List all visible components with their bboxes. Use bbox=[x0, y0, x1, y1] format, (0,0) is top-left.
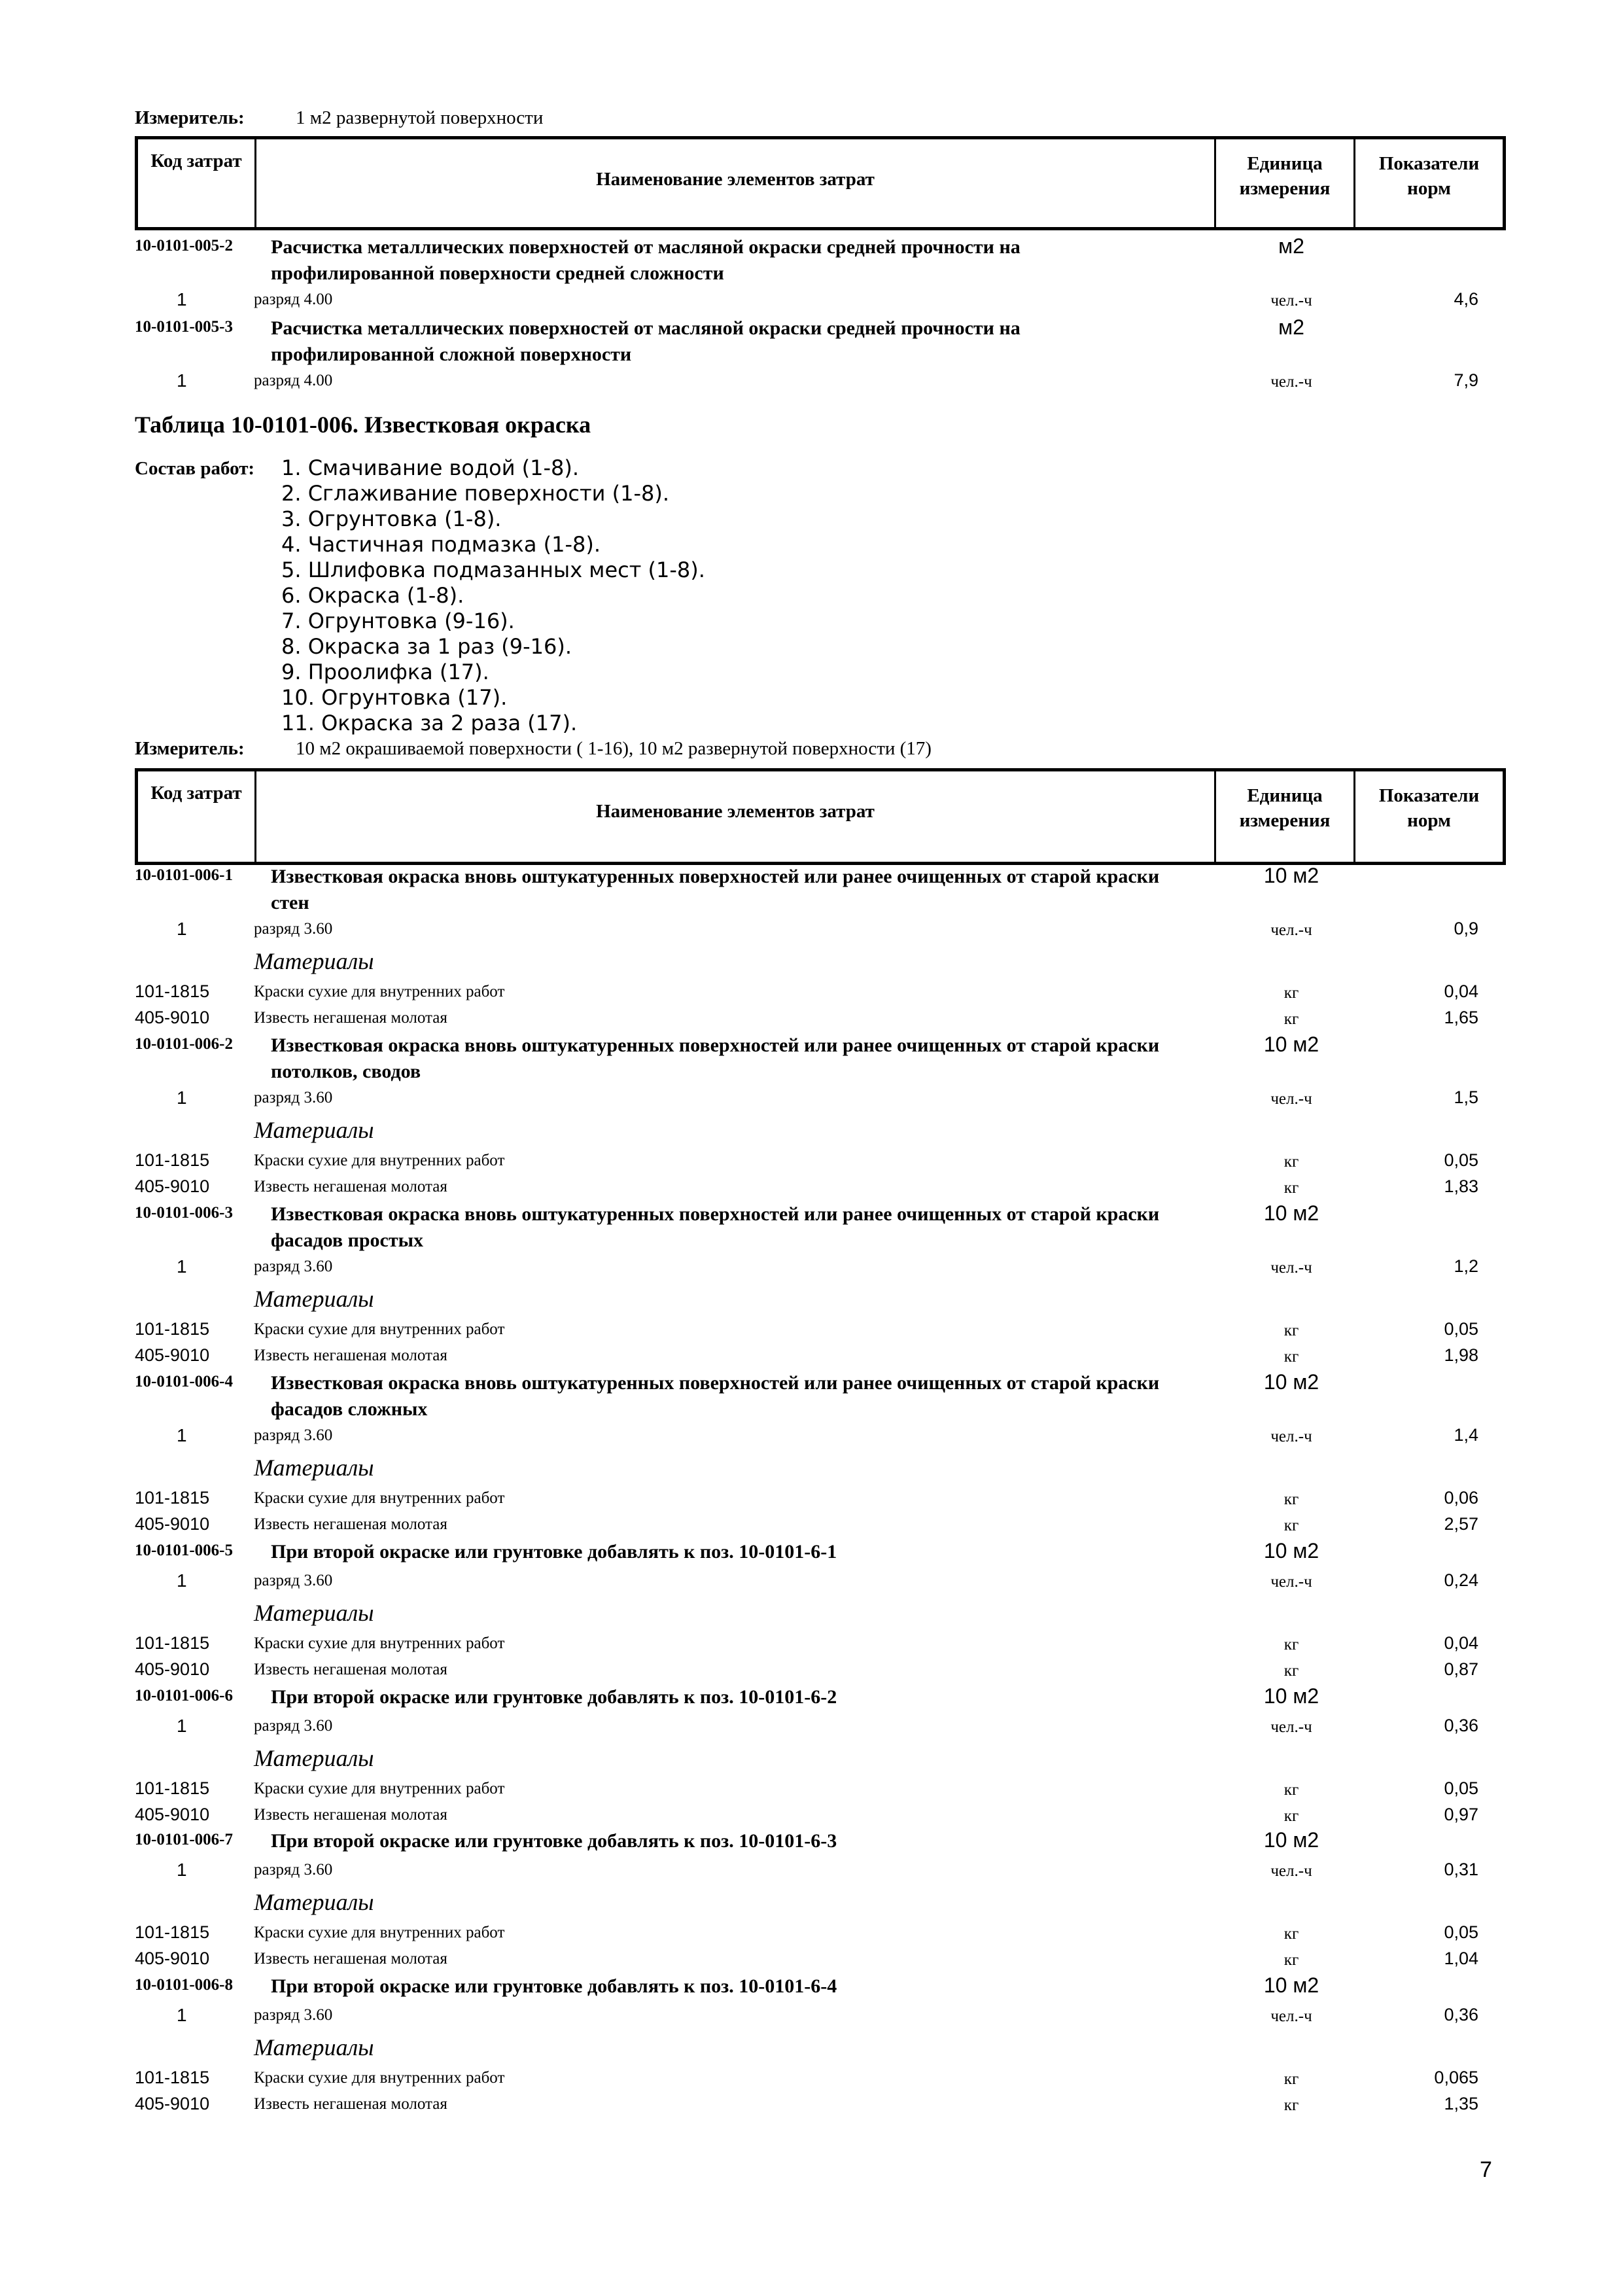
row-unit: м2 bbox=[1278, 315, 1304, 339]
entry-code: 10-0101-006-2 bbox=[135, 1035, 233, 1053]
row-code: 10-0101-005-2 bbox=[135, 237, 233, 255]
labor-unit: чел.-ч bbox=[1270, 1090, 1312, 1108]
material-name: Известь негашеная молотая bbox=[254, 1009, 447, 1027]
material-value: 0,05 bbox=[1444, 1922, 1478, 1942]
header-unit: Единица измерения bbox=[1239, 153, 1331, 199]
material-row bbox=[0, 1514, 1623, 1534]
labor-row bbox=[0, 1425, 1623, 1445]
materials-label-row bbox=[0, 1744, 1623, 1771]
labor-value: 7,9 bbox=[1454, 370, 1478, 390]
entry-title-row bbox=[0, 1684, 1623, 1708]
material-value: 0,065 bbox=[1434, 2068, 1478, 2087]
materials-label: Материалы bbox=[254, 1455, 374, 1481]
labor-value: 4,6 bbox=[1454, 289, 1478, 309]
material-unit: кг bbox=[1283, 2096, 1299, 2114]
material-unit: кг bbox=[1283, 1179, 1299, 1197]
materials-label: Материалы bbox=[254, 2034, 374, 2060]
materials-label-row bbox=[0, 1454, 1623, 1481]
composition-item: 5. Шлифовка подмазанных мест (1-8). bbox=[281, 557, 705, 582]
entry-title: Известковая окраска вновь оштукатуренных поверхностей или ранее очищенных от старой краски фасадов простых bbox=[271, 1203, 1160, 1251]
material-name: Известь негашеная молотая bbox=[254, 1515, 447, 1533]
row-title: Расчистка металлических поверхностей от масляной окраски средней прочности на профилированной поверхности средней сложности bbox=[271, 236, 1021, 284]
labor-text: разряд 3.60 bbox=[254, 2006, 333, 2024]
material-name: Известь негашеная молотая bbox=[254, 1178, 447, 1195]
labor-text: разряд 3.60 bbox=[254, 1426, 333, 1444]
labor-value: 1,4 bbox=[1454, 1425, 1478, 1445]
labor-row bbox=[0, 1570, 1623, 1591]
material-code: 405-9010 bbox=[135, 1514, 210, 1534]
material-name: Известь негашеная молотая bbox=[254, 1347, 447, 1364]
entry-title-row bbox=[0, 1828, 1623, 1852]
labor-text: разряд 3.60 bbox=[254, 1717, 333, 1735]
labor-value: 0,24 bbox=[1444, 1570, 1478, 1590]
material-unit: кг bbox=[1283, 1781, 1299, 1799]
materials-label-row bbox=[0, 1888, 1623, 1915]
composition-item: 2. Сглаживание поверхности (1-8). bbox=[281, 481, 669, 506]
materials-label: Материалы bbox=[254, 1889, 374, 1915]
material-code: 405-9010 bbox=[135, 1008, 210, 1027]
header-unit: Единица измерения bbox=[1239, 785, 1331, 831]
labor-unit: чел.-ч bbox=[1270, 292, 1312, 309]
composition-item: 4. Частичная подмазка (1-8). bbox=[281, 532, 601, 557]
composition-item: 10. Огрунтовка (17). bbox=[281, 685, 508, 710]
materials-label: Материалы bbox=[254, 1600, 374, 1626]
header-table-main bbox=[135, 768, 1506, 865]
labor-unit: чел.-ч bbox=[1270, 2007, 1312, 2025]
labor-unit: чел.-ч bbox=[1270, 1862, 1312, 1880]
entry-unit: 10 м2 bbox=[1263, 1539, 1319, 1563]
material-value: 0,05 bbox=[1444, 1150, 1478, 1170]
material-name: Краски сухие для внутренних работ bbox=[254, 1780, 505, 1797]
entry-code: 10-0101-006-5 bbox=[135, 1542, 233, 1559]
material-name: Краски сухие для внутренних работ bbox=[254, 1924, 505, 1941]
material-value: 0,05 bbox=[1444, 1778, 1478, 1798]
material-code: 101-1815 bbox=[135, 981, 210, 1001]
labor-text: разряд 3.60 bbox=[254, 1258, 333, 1275]
entry-title-row bbox=[0, 1539, 1623, 1563]
materials-label-row bbox=[0, 1116, 1623, 1143]
entry-unit: 10 м2 bbox=[1263, 1201, 1319, 1225]
row-code: 10-0101-005-3 bbox=[135, 318, 233, 336]
material-value: 0,06 bbox=[1444, 1488, 1478, 1508]
labor-value: 1,5 bbox=[1454, 1087, 1478, 1107]
entry-title-row bbox=[0, 1201, 1623, 1251]
composition-label: Состав работ: bbox=[135, 458, 255, 479]
composition-item: 1. Смачивание водой (1-8). bbox=[281, 455, 580, 480]
labor-text: разряд 4.00 bbox=[254, 372, 333, 389]
material-name: Известь негашеная молотая bbox=[254, 1806, 447, 1824]
material-name: Известь негашеная молотая bbox=[254, 1661, 447, 1678]
material-code: 101-1815 bbox=[135, 1633, 210, 1653]
entry-unit: 10 м2 bbox=[1263, 864, 1319, 887]
row-unit: м2 bbox=[1278, 234, 1304, 258]
material-code: 101-1815 bbox=[135, 1778, 210, 1798]
labor-value: 0,36 bbox=[1444, 1716, 1478, 1735]
material-code: 405-9010 bbox=[135, 1345, 210, 1365]
material-value: 0,04 bbox=[1444, 1633, 1478, 1653]
table-row bbox=[0, 315, 1623, 365]
material-code: 101-1815 bbox=[135, 1488, 210, 1508]
material-value: 2,57 bbox=[1444, 1514, 1478, 1534]
material-unit: кг bbox=[1283, 1807, 1299, 1825]
labor-text: разряд 3.60 bbox=[254, 920, 333, 938]
material-row bbox=[0, 1345, 1623, 1366]
material-unit: кг bbox=[1283, 1153, 1299, 1171]
labor-value: 1,2 bbox=[1454, 1256, 1478, 1276]
material-value: 1,04 bbox=[1444, 1949, 1478, 1968]
entry-title: Известковая окраска вновь оштукатуренных поверхностей или ранее очищенных от старой краски потолков, сводов bbox=[271, 1034, 1160, 1082]
labor-unit: чел.-ч bbox=[1270, 1718, 1312, 1736]
material-value: 1,35 bbox=[1444, 2094, 1478, 2113]
material-code: 101-1815 bbox=[135, 1319, 210, 1339]
labor-unit: чел.-ч bbox=[1270, 1259, 1312, 1277]
labor-value: 0,9 bbox=[1454, 919, 1478, 938]
entry-title: При второй окраске или грунтовке добавлять к поз. 10-0101-6-1 bbox=[271, 1541, 837, 1563]
material-unit: кг bbox=[1283, 1951, 1299, 1969]
material-name: Краски сухие для внутренних работ bbox=[254, 1152, 505, 1169]
labor-num: 1 bbox=[177, 2005, 187, 2025]
entry-unit: 10 м2 bbox=[1263, 1033, 1319, 1056]
material-unit: кг bbox=[1283, 1322, 1299, 1339]
materials-label: Материалы bbox=[254, 1745, 374, 1771]
measure-value: 1 м2 развернутой поверхности bbox=[296, 107, 544, 128]
labor-text: разряд 3.60 bbox=[254, 1572, 333, 1589]
labor-row bbox=[0, 1256, 1623, 1277]
entry-code: 10-0101-006-1 bbox=[135, 866, 233, 884]
material-value: 0,05 bbox=[1444, 1319, 1478, 1339]
table-row bbox=[0, 234, 1623, 284]
material-row bbox=[0, 1659, 1623, 1680]
entry-code: 10-0101-006-3 bbox=[135, 1204, 233, 1222]
material-code: 101-1815 bbox=[135, 1922, 210, 1942]
labor-text: разряд 4.00 bbox=[254, 291, 333, 308]
entry-code: 10-0101-006-4 bbox=[135, 1373, 233, 1390]
material-code: 405-9010 bbox=[135, 1176, 210, 1196]
header-code: Код затрат bbox=[150, 783, 242, 804]
labor-unit: чел.-ч bbox=[1270, 373, 1312, 391]
entry-title-row bbox=[0, 1370, 1623, 1420]
composition-list bbox=[281, 455, 705, 736]
materials-label: Материалы bbox=[254, 948, 374, 974]
labor-num: 1 bbox=[177, 1570, 187, 1591]
header-name: Наименование элементов затрат bbox=[596, 169, 875, 190]
header-name: Наименование элементов затрат bbox=[596, 801, 875, 822]
labor-row bbox=[0, 1087, 1623, 1108]
material-value: 1,98 bbox=[1444, 1345, 1478, 1365]
entry-unit: 10 м2 bbox=[1263, 1973, 1319, 1997]
entry-code: 10-0101-006-8 bbox=[135, 1976, 233, 1994]
composition-item: 8. Окраска за 1 раз (9-16). bbox=[281, 634, 572, 659]
material-value: 0,97 bbox=[1444, 1805, 1478, 1824]
material-row bbox=[0, 1633, 1623, 1653]
header-norm: Показатели норм bbox=[1378, 153, 1480, 199]
labor-value: 0,31 bbox=[1444, 1860, 1478, 1879]
composition-item: 9. Проолифка (17). bbox=[281, 660, 489, 684]
material-unit: кг bbox=[1283, 1491, 1299, 1508]
material-code: 405-9010 bbox=[135, 1949, 210, 1968]
labor-num: 1 bbox=[177, 1425, 187, 1445]
material-row bbox=[0, 1176, 1623, 1197]
labor-num: 1 bbox=[177, 1716, 187, 1736]
labor-unit: чел.-ч bbox=[1270, 1428, 1312, 1445]
measure-label: Измеритель: bbox=[135, 107, 245, 128]
materials-label-row bbox=[0, 947, 1623, 974]
material-name: Краски сухие для внутренних работ bbox=[254, 1634, 505, 1652]
composition-item: 11. Окраска за 2 раза (17). bbox=[281, 711, 578, 735]
header-code: Код затрат bbox=[150, 150, 242, 171]
material-name: Краски сухие для внутренних работ bbox=[254, 2069, 505, 2087]
material-name: Известь негашеная молотая bbox=[254, 2095, 447, 2113]
labor-unit: чел.-ч bbox=[1270, 1573, 1312, 1591]
row-title: Расчистка металлических поверхностей от масляной окраски средней прочности на профилированной сложной поверхности bbox=[271, 317, 1021, 365]
measure-label-2: Измеритель: bbox=[135, 738, 245, 759]
material-unit: кг bbox=[1283, 2070, 1299, 2088]
material-row bbox=[0, 1488, 1623, 1508]
measure-value-2: 10 м2 окрашиваемой поверхности ( 1-16), 10 м2 развернутой поверхности (17) bbox=[296, 738, 932, 759]
material-unit: кг bbox=[1283, 1517, 1299, 1534]
material-row bbox=[0, 1778, 1623, 1799]
material-unit: кг bbox=[1283, 1348, 1299, 1366]
labor-value: 0,36 bbox=[1444, 2005, 1478, 2024]
material-unit: кг bbox=[1283, 1010, 1299, 1028]
entry-unit: 10 м2 bbox=[1263, 1370, 1319, 1394]
material-row bbox=[0, 981, 1623, 1002]
material-row bbox=[0, 1922, 1623, 1943]
table-row bbox=[0, 370, 1623, 391]
labor-num: 1 bbox=[177, 1860, 187, 1880]
material-name: Краски сухие для внутренних работ bbox=[254, 983, 505, 1000]
material-code: 405-9010 bbox=[135, 1805, 210, 1824]
table-title: Таблица 10-0101-006. Известковая окраска bbox=[135, 412, 591, 438]
material-value: 0,87 bbox=[1444, 1659, 1478, 1679]
material-unit: кг bbox=[1283, 984, 1299, 1002]
labor-unit: чел.-ч bbox=[1270, 921, 1312, 939]
material-value: 1,65 bbox=[1444, 1008, 1478, 1027]
entry-title: Известковая окраска вновь оштукатуренных поверхностей или ранее очищенных от старой краски стен bbox=[271, 866, 1160, 913]
material-value: 1,83 bbox=[1444, 1176, 1478, 1196]
entry-title: При второй окраске или грунтовке добавлять к поз. 10-0101-6-4 bbox=[271, 1975, 837, 1997]
material-name: Известь негашеная молотая bbox=[254, 1950, 447, 1968]
material-code: 101-1815 bbox=[135, 1150, 210, 1170]
entry-title: Известковая окраска вновь оштукатуренных поверхностей или ранее очищенных от старой краски фасадов сложных bbox=[271, 1372, 1160, 1420]
materials-label: Материалы bbox=[254, 1117, 374, 1143]
header-table-top bbox=[135, 136, 1506, 230]
entry-code: 10-0101-006-7 bbox=[135, 1831, 233, 1848]
material-row bbox=[0, 1150, 1623, 1171]
material-row bbox=[0, 1319, 1623, 1339]
entry-title-row bbox=[0, 1973, 1623, 1997]
material-unit: кг bbox=[1283, 1925, 1299, 1943]
entry-title: При второй окраске или грунтовке добавлять к поз. 10-0101-6-3 bbox=[271, 1830, 837, 1852]
material-code: 101-1815 bbox=[135, 2068, 210, 2087]
composition-item: 3. Огрунтовка (1-8). bbox=[281, 506, 502, 531]
material-value: 0,04 bbox=[1444, 981, 1478, 1001]
entry-title: При второй окраске или грунтовке добавлять к поз. 10-0101-6-2 bbox=[271, 1686, 837, 1708]
labor-num: 1 bbox=[177, 1256, 187, 1277]
header-norm: Показатели норм bbox=[1378, 785, 1480, 831]
material-unit: кг bbox=[1283, 1662, 1299, 1680]
table-row bbox=[0, 289, 1623, 309]
labor-num: 1 bbox=[177, 370, 187, 391]
materials-label-row bbox=[0, 1285, 1623, 1312]
materials-label-row bbox=[0, 1599, 1623, 1626]
page-number: 7 bbox=[1480, 2157, 1492, 2182]
entry-unit: 10 м2 bbox=[1263, 1828, 1319, 1852]
material-name: Краски сухие для внутренних работ bbox=[254, 1489, 505, 1507]
material-unit: кг bbox=[1283, 1636, 1299, 1653]
labor-text: разряд 3.60 bbox=[254, 1861, 333, 1879]
composition-item: 6. Окраска (1-8). bbox=[281, 583, 464, 608]
composition-item: 7. Огрунтовка (9-16). bbox=[281, 609, 515, 633]
entry-code: 10-0101-006-6 bbox=[135, 1687, 233, 1704]
labor-text: разряд 3.60 bbox=[254, 1089, 333, 1106]
material-code: 405-9010 bbox=[135, 1659, 210, 1679]
material-name: Краски сухие для внутренних работ bbox=[254, 1320, 505, 1338]
labor-num: 1 bbox=[177, 289, 187, 309]
materials-label: Материалы bbox=[254, 1286, 374, 1312]
labor-num: 1 bbox=[177, 1087, 187, 1108]
labor-num: 1 bbox=[177, 919, 187, 939]
entry-unit: 10 м2 bbox=[1263, 1684, 1319, 1708]
material-code: 405-9010 bbox=[135, 2094, 210, 2113]
